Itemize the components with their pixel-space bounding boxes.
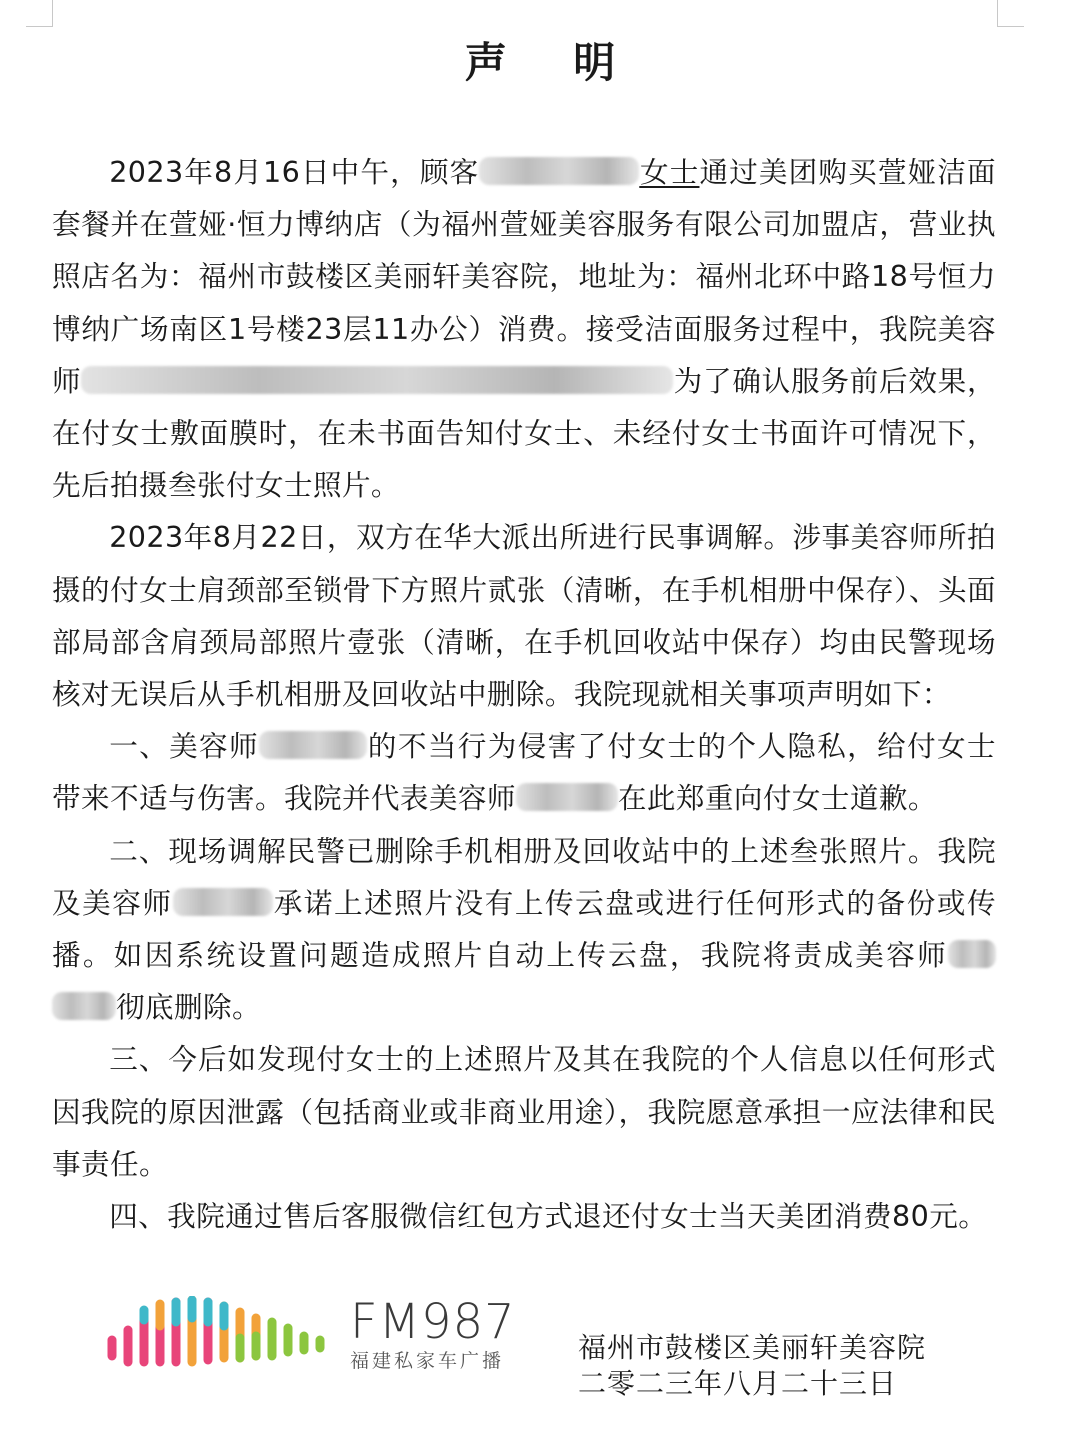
paragraph-mediation: 2023年8月22日，双方在华大派出所进行民事调解。涉事美容师所拍摄的付女士肩颈部至锁骨下方照片贰张（清晰，在手机相册中保存）、头面部局部含肩颈局部照片壹张（清晰，在手机回收站中保存）均由民警现场核对无误后从手机相册及回收站中删除。我院现就相关事项声明如下：	[52, 520, 996, 712]
document-title: 声 明	[464, 38, 642, 87]
paragraph-item-three: 三、今后如发现付女士的上述照片及其在我院的个人信息以任何形式因我院的原因泄露（包括商业或非商业用途），我院愿意承担一应法律和民事责任。	[52, 1042, 996, 1181]
redacted-beautician-name	[52, 992, 116, 1020]
paragraph-item-four: 四、我院通过售后客服微信红包方式退还付女士当天美团消费80元。	[109, 1199, 988, 1234]
radio-brand-watermark	[350, 1296, 516, 1374]
page-corner-mark-top-right	[997, 0, 1024, 27]
brand-name: FM987	[350, 1294, 516, 1350]
paragraph-item-one	[52, 720, 996, 824]
paragraph-text: 的不当行为侵害了付女士的个人隐私，给付女士带来不适与伤害。我院并代表美容师	[52, 729, 996, 816]
signature-date: 二零二三年八月二十三日	[578, 1367, 898, 1400]
paragraph-text: 2023年8月16日中午，顾客	[109, 155, 480, 189]
redacted-beautician-name	[948, 940, 996, 968]
paragraph-incident	[52, 146, 996, 511]
paragraph-text: 在此郑重向付女士道歉。	[617, 781, 937, 816]
brand-subtitle: 福建私家车广播	[350, 1350, 505, 1372]
signature-block	[578, 1330, 926, 1402]
paragraph-text: 一、美容师	[109, 729, 259, 764]
redacted-beautician-name	[516, 783, 618, 811]
redacted-beautician-name	[81, 366, 673, 394]
redacted-beautician-name	[259, 731, 367, 759]
paragraph-text: 女士	[639, 155, 700, 189]
paragraph-text: 通过美团购买萱娅洁面套餐并在萱娅·恒力博纳店（为福州萱娅美容服务有限公司加盟店，营业执照店名为：福州市鼓楼区美丽轩美容院，地址为：福州北环中路18号恒力博纳广场南区1号楼23层11办公）消费。接受洁面服务过程中，我院美容师	[52, 155, 996, 398]
paragraph-text: 为了确认服务前后效果，在付女士敷面膜时，在未书面告知付女士、未经付女士书面许可情况下，先后拍摄叁张付女士照片。	[52, 363, 996, 503]
redacted-customer-name	[479, 157, 639, 185]
redacted-beautician-name	[173, 888, 273, 916]
page-corner-mark-top-left	[26, 0, 53, 27]
sound-wave-bars-icon	[104, 1296, 334, 1370]
paragraph-text: 承诺上述照片没有上传云盘或进行任何形式的备份或传播。如因系统设置问题造成照片自动上传云盘，我院将责成美容师	[52, 885, 996, 973]
paragraph-text: 彻底删除。	[116, 990, 261, 1025]
paragraph-item-two	[52, 825, 996, 1034]
signature-organization: 福州市鼓楼区美丽轩美容院	[578, 1331, 927, 1364]
document-body	[52, 146, 996, 1242]
paragraph-text: 二、现场调解民警已删除手机相册及回收站中的上述叁张照片。我院及美容师	[52, 833, 996, 920]
